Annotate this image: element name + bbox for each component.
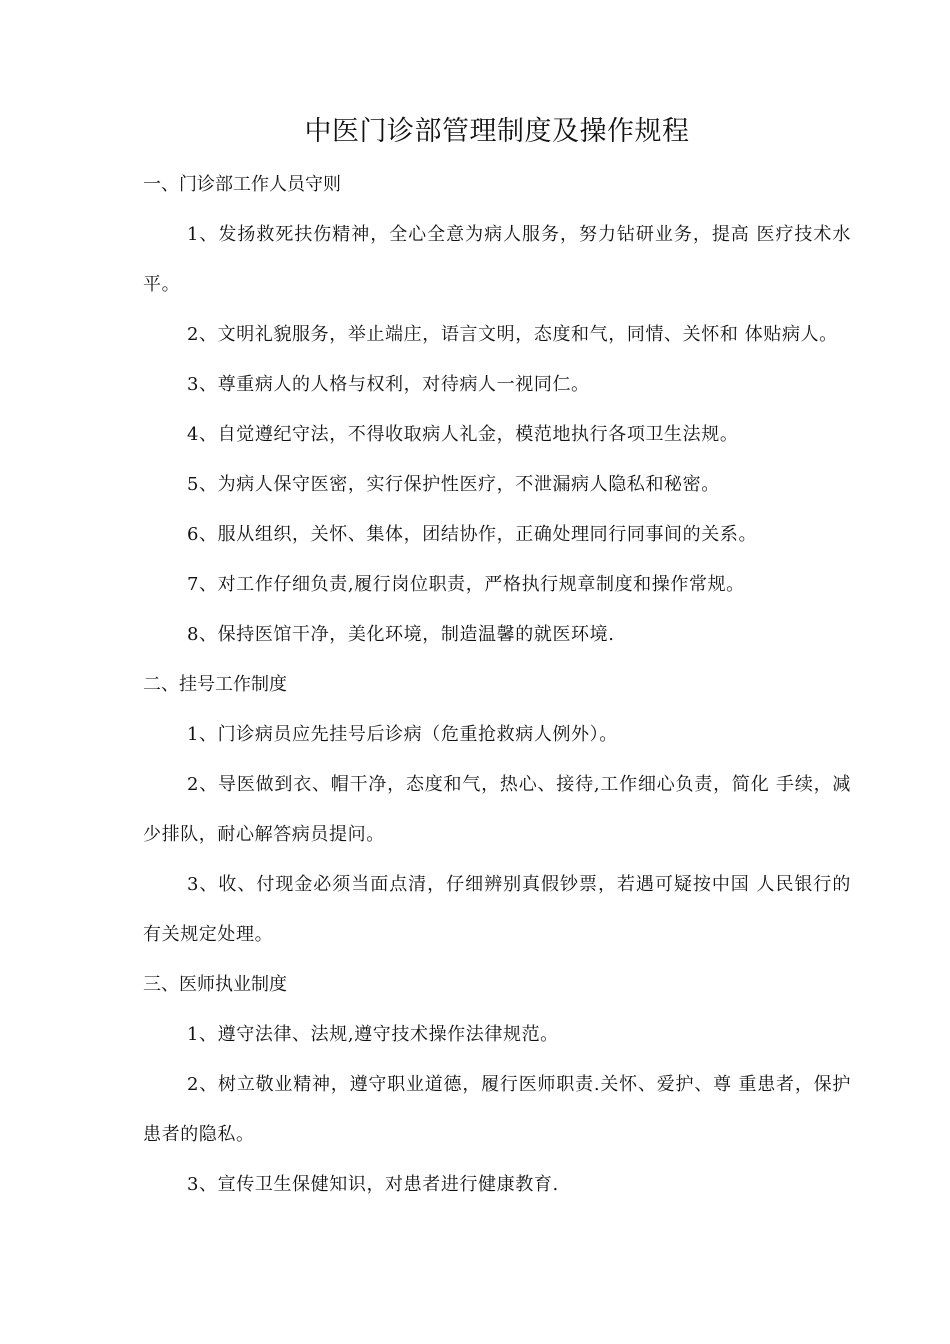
rule-item: 1、门诊病员应先挂号后诊病（危重抢救病人例外）。 <box>187 724 618 745</box>
rule-item: 8、保持医馆干净，美化环境，制造温馨的就医环境. <box>187 624 615 645</box>
section-physician-rules <box>143 960 851 1210</box>
section-heading: 三、医师执业制度 <box>143 974 287 995</box>
rule-item: 3、收、付现金必须当面点清，仔细辨别真假钞票，若遇可疑按中国 人民银行的有关规定处理。 <box>143 874 851 945</box>
rule-item: 3、尊重病人的人格与权利，对待病人一视同仁。 <box>187 374 590 395</box>
section-staff-rules <box>143 160 851 660</box>
rule-item: 2、树立敬业精神，遵守职业道德，履行医师职责.关怀、爱护、尊 重患者，保护患者的隐私。 <box>143 1074 851 1145</box>
section-registration-rules <box>143 660 851 960</box>
rule-item: 7、对工作仔细负责,履行岗位职责，严格执行规章制度和操作常规。 <box>187 574 745 595</box>
document-title: 中医门诊部管理制度及操作规程 <box>304 116 690 147</box>
section-heading: 一、门诊部工作人员守则 <box>143 174 341 195</box>
rule-item: 1、发扬救死扶伤精神，全心全意为病人服务，努力钻研业务，提高 医疗技术水平。 <box>143 224 851 295</box>
rule-item: 2、文明礼貌服务，举止端庄，语言文明，态度和气，同情、关怀和 体贴病人。 <box>187 324 838 345</box>
section-heading: 二、挂号工作制度 <box>143 674 287 695</box>
rule-item: 5、为病人保守医密，实行保护性医疗，不泄漏病人隐私和秘密。 <box>187 474 720 495</box>
rule-item: 2、导医做到衣、帽干净，态度和气，热心、接待,工作细心负责，简化 手续，减少排队，耐心解答病员提问。 <box>143 774 851 845</box>
rule-item: 6、服从组织，关怀、集体，团结协作，正确处理同行同事间的关系。 <box>187 524 758 545</box>
rule-item: 3、宣传卫生保健知识，对患者进行健康教育. <box>187 1174 559 1195</box>
rule-item: 1、遵守法律、法规,遵守技术操作法律规范。 <box>187 1024 559 1045</box>
rule-item: 4、自觉遵纪守法，不得收取病人礼金，模范地执行各项卫生法规。 <box>187 424 739 445</box>
document-page <box>143 112 851 1210</box>
